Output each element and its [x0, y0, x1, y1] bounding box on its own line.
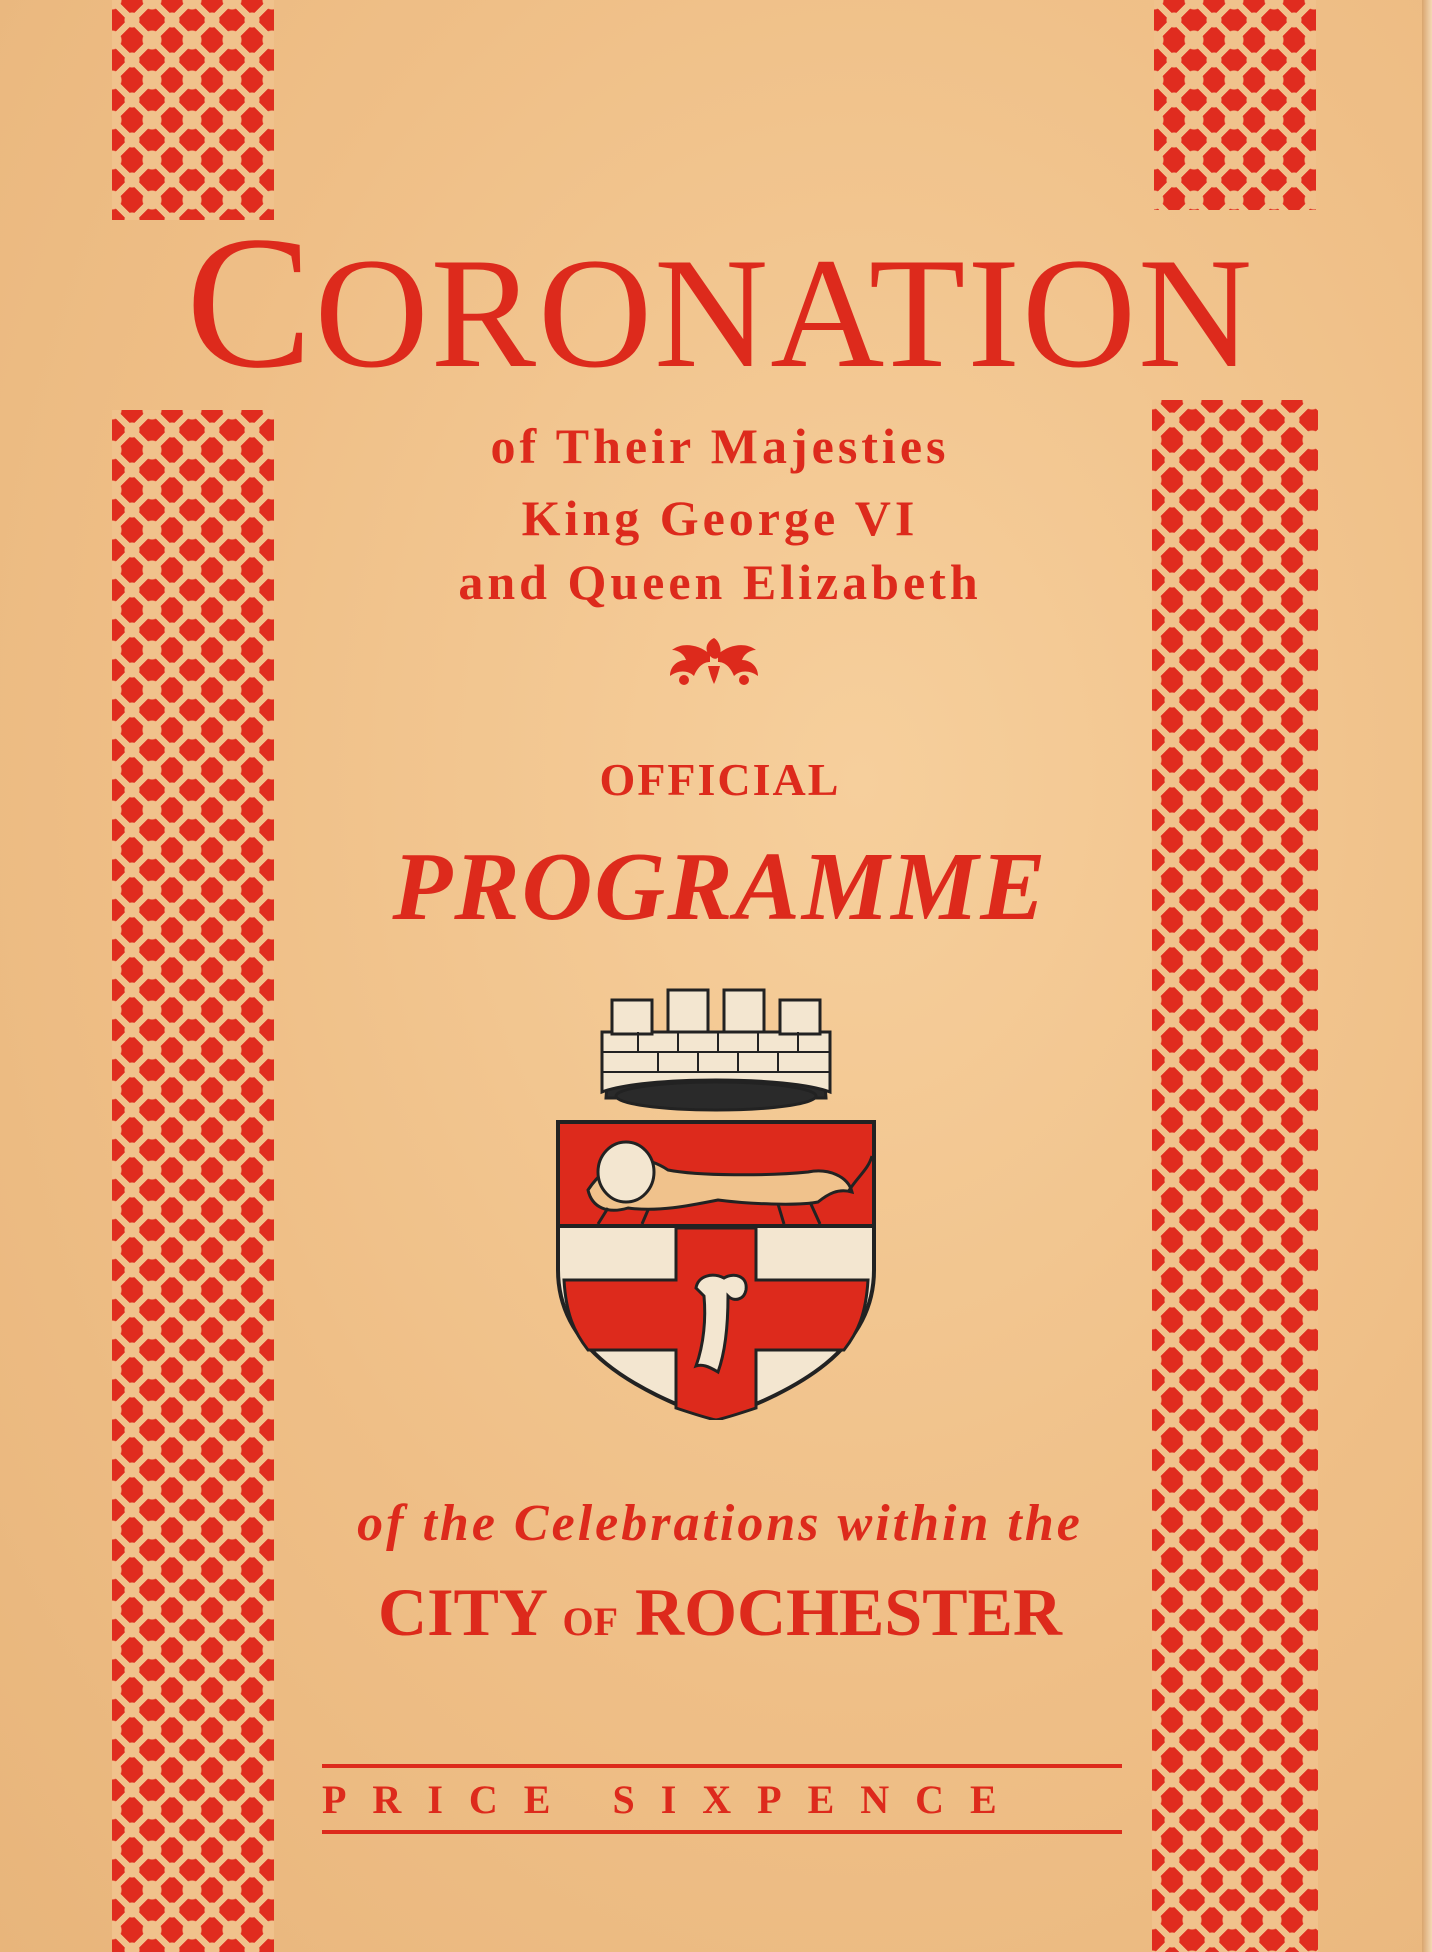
city-of-word: OF	[562, 1599, 619, 1644]
subtitle-line-2: King George VI	[521, 490, 919, 546]
city-of-rochester	[300, 1572, 1140, 1662]
celebrations-line: of the Celebrations within the	[357, 1495, 1083, 1552]
city-word: CITY	[377, 1574, 546, 1650]
price-rule-bottom	[322, 1830, 1122, 1834]
price-label: PRICE SIXPENCE	[322, 1777, 1023, 1822]
subtitle-line-1: of Their Majesties	[490, 418, 950, 474]
programme-heading: PROGRAMME	[392, 833, 1048, 941]
price-rule-top	[322, 1764, 1122, 1768]
floral-border-right	[1152, 400, 1318, 1952]
floral-border-left	[112, 410, 274, 1952]
rochester-word: ROCHESTER	[635, 1574, 1063, 1650]
page-edge	[1422, 0, 1432, 1952]
floral-border-top-left	[112, 0, 274, 220]
floral-border-top-right	[1154, 0, 1316, 210]
coronation-title	[100, 198, 1340, 408]
subtitle-line-3: and Queen Elizabeth	[458, 554, 982, 610]
official-label: OFFICIAL	[599, 754, 841, 805]
rochester-coat-of-arms-icon	[548, 980, 884, 1420]
title-rest: ORONATION	[314, 226, 1255, 401]
floral-ornament-icon	[664, 632, 764, 688]
title-initial: C	[185, 198, 315, 408]
